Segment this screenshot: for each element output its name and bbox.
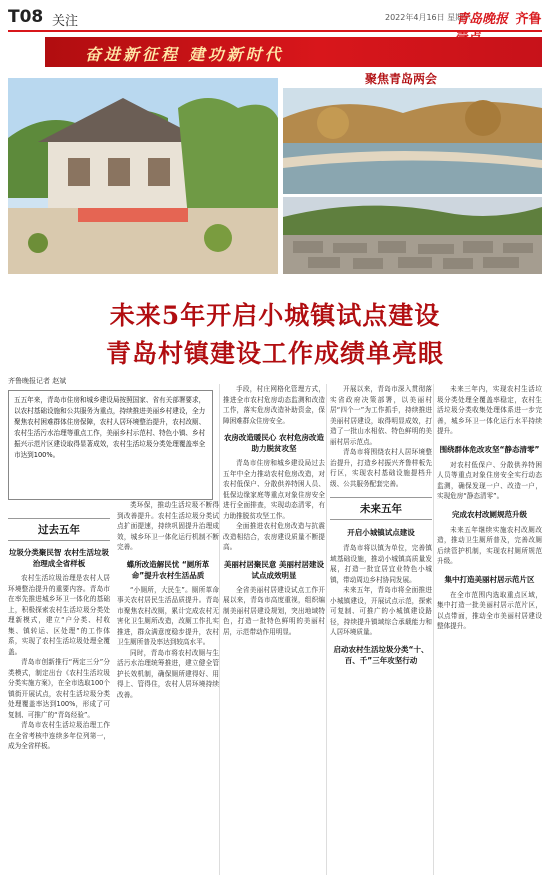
paragraph: 开展以来，青岛市深入贯彻落实省政府决策部署，以美丽村居“四个一”为工作抓手，持续推进美丽村居建设，取得明显成效，打造了一批山水相依、特色鲜明的美丽村居示范点。 bbox=[330, 385, 432, 446]
subheading-small-town-pilot: 开启小城镇试点建设 bbox=[347, 528, 415, 537]
subheading-garbage-campaign: 启动农村生活垃圾分类“十、百、千”三年攻坚行动 bbox=[333, 644, 429, 665]
article-column-4 bbox=[330, 384, 432, 875]
village-courtyard-photo bbox=[8, 78, 278, 274]
paragraph: 青岛市将以镇为单位，完善镇域基础设施，推动小城镇高质量发展，打造一批宜居宜业特色小城镇，带动周边乡村协同发展。 bbox=[330, 544, 432, 584]
paragraph: 对农村低保户、分散供养特困人员等重点对象住房安全实行动态监测，确保发现一户、改造一户，实现危房“静态清零”。 bbox=[437, 460, 542, 500]
subheading-housing-renovation: 农房改造暖民心 农村危房改造助力脱贫攻坚 bbox=[223, 433, 325, 453]
subheading-beautiful-villages: 美丽村居聚民意 美丽村居建设试点成效明显 bbox=[223, 559, 325, 580]
article-column-3 bbox=[223, 384, 325, 875]
publication-date: 2022年4月16日 星期六 bbox=[385, 13, 472, 22]
paragraph: 青岛市将围绕农村人居环境整治提升，打造乡村振兴齐鲁样板先行区，实现农村基础设施提档升级、公共服务配套完善。 bbox=[330, 448, 432, 488]
article-column-2 bbox=[117, 500, 219, 875]
subheading-toilet-revolution: 蝶所改造解民忧 “厕所革命”提升农村生活品质 bbox=[126, 559, 210, 580]
paragraph: 青岛市住房和城乡建设局过去五年中全力推动农村危房改造，对农村低保户、分散供养特困人员、低保边缘家庭等重点对象住房安全进行全面排查，实现动态清零，有力助推脱贫攻坚工作。 bbox=[223, 459, 325, 520]
paragraph: 全面推进农村危房改造与抗震改造相结合，农房建设质量不断提高。 bbox=[223, 522, 325, 551]
paragraph: 青岛市创新推行“两定三分”分类模式，制定出台《农村生活垃圾分类实施方案》，在全市选取100个镇街开展试点，农村生活垃圾分类处理覆盖率达到100%，形成了可复制、可推广的“青岛经验”。 bbox=[8, 658, 110, 719]
paragraph: 在全市范围内选取重点区域，集中打造一批美丽村居示范片区，以点带面，推动全市美丽村居建设整体提升。 bbox=[437, 590, 542, 630]
river-walkway-photo bbox=[283, 88, 542, 194]
subheading-danger-housing-zero: 围绕群体危改攻坚“静态清零” bbox=[439, 444, 540, 454]
paragraph: 手段，村庄网格化管理方式，推进全市农村危房动态监测和改造工作，落实危房改造补助资金，保障困难群众住房安全。 bbox=[223, 385, 325, 425]
paragraph: 未来五年，青岛市将全面推进小城镇建设，开展试点示范，探索可复制、可推广的小城镇建设路径，持续提升镇域综合承载能力和人居环境质量。 bbox=[330, 586, 432, 636]
article-column-5 bbox=[437, 384, 542, 875]
section-heading-past5: 过去五年 bbox=[8, 518, 110, 541]
column-divider bbox=[219, 384, 220, 875]
headline-line-2: 青岛村镇建设工作成绩单亮眼 bbox=[105, 339, 444, 368]
column-divider bbox=[326, 384, 327, 875]
paragraph: 全省美丽村居建设试点工作开展以来，青岛市高度重视，组织编制美丽村居建设规划，突出地域特色，打造一批特色鲜明的美丽村居，示范带动作用明显。 bbox=[223, 585, 325, 636]
article-column-1 bbox=[8, 510, 110, 875]
section-heading-future5: 未来五年 bbox=[330, 497, 432, 520]
paragraph: “小厕所，大民生”。厕所革命事关农村居民生活品质提升。青岛市聚焦农村改厕，累计完成农村无害化卫生厕所改造，改厕工作扎实推进，群众满意度稳步提升，农村卫生厕所普及率达到较高水平。 bbox=[117, 585, 219, 646]
headline-line-1: 未来5年开启小城镇试点建设 bbox=[109, 301, 441, 330]
subheading-garbage-sorting: 垃圾分类聚民智 农村生活垃圾治理成全省样板 bbox=[8, 548, 110, 568]
header-divider bbox=[8, 30, 542, 32]
section-name: 关注 bbox=[52, 14, 79, 29]
brand-name-primary: 青岛晚报 bbox=[456, 12, 509, 27]
byline: 齐鲁晚报记者 赵斌 bbox=[8, 377, 67, 385]
subheading-toilet-upgrade: 完成农村改厕规范升级 bbox=[452, 509, 527, 519]
lead-paragraph: 五五年来，青岛市住房和城乡建设局按照国家、省有关部署要求，以农村基础设施和公共服务为重点，持续推进美丽乡村建设，全力聚焦农村困难群体住房保障，农村人居环境整治提升，农村改厕、农村生活污水治理等重点工作，美丽乡村示范村、特色小镇、乡村振兴示范片区建设取得显著成效，农村生活垃圾分类处理覆盖率全市达到100%。 bbox=[8, 390, 213, 500]
subheading-demo-areas: 集中打造美丽村居示范片区 bbox=[444, 574, 535, 584]
paragraph: 同时，青岛市将农村改厕与生活污水治理统筹推进，建立健全管护长效机制，确保厕所建得好、用得上、管得住，农村人居环境持续改善。 bbox=[117, 648, 219, 699]
paragraph: 农村生活垃圾治理是农村人居环境整治提升的重要内容。青岛市在率先推进城乡环卫一体化的基础上，积极探索农村生活垃圾分类处理新模式，建立“户分类、村收集、镇转运、区处理”的工作体系，实现了农村生活垃圾处理全覆盖。 bbox=[8, 574, 110, 656]
page-header bbox=[0, 0, 550, 34]
banner-slogan: 奋进新征程 建功新时代 bbox=[85, 45, 284, 64]
column-divider bbox=[433, 384, 434, 875]
paragraph: 类环保，推动生活垃圾不断得到改善提升。农村生活垃圾分类试点扩面提速，持续巩固提升治理成效，城乡环卫一体化运行机制不断完善。 bbox=[117, 501, 219, 551]
slogan-banner bbox=[45, 37, 542, 67]
page-number: T08 bbox=[8, 7, 44, 27]
paragraph: 青岛市农村生活垃圾治理工作在全省考核中连续多年位列第一，成为全省样板。 bbox=[8, 721, 110, 750]
stone-wall-photo bbox=[283, 197, 542, 274]
paragraph: 未来五年继续实施农村改厕改造，推动卫生厕所普及，完善改厕后续管护机制，实现农村厕所规范升级。 bbox=[437, 525, 542, 565]
paragraph: 未来三年内，实现农村生活垃圾分类处理全覆盖率稳定，农村生活垃圾分类收集处理体系进一步完善，城乡环卫一体化运行水平持续提升。 bbox=[437, 385, 542, 435]
brand-name-secondary: 齐鲁 bbox=[515, 12, 542, 27]
column-tag: 聚焦青岛两会 bbox=[365, 72, 438, 86]
